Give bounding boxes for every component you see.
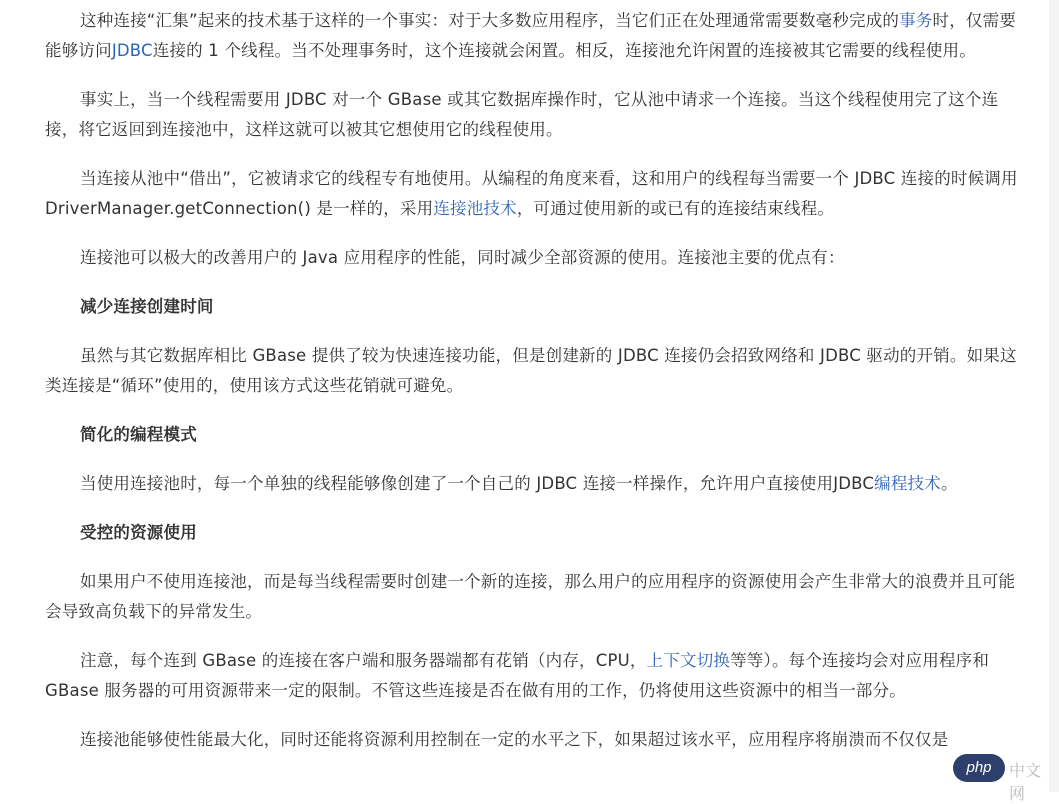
paragraph <box>45 469 1028 499</box>
text-run: 事实上，当一个线程需要用 JDBC 对一个 GBase 或其它数据库操作时，它从池中请求一个连接。当这个线程使用完了这个连接，将它返回到连接池中，这样这就可以被其它想使用它的线程使用。 <box>45 90 999 139</box>
section-heading <box>45 518 1028 548</box>
text-run: 当连接从池中“借出”，它被请求它的线程专有地使用。从编程的角度来看，这和用户的线程每当需要一个 JDBC 连接的时候调用DriverManager.getConnection() 是一样的，采用 <box>45 169 1018 218</box>
text-run: 当使用连接池时，每一个单独的线程能够像创建了一个自己的 JDBC 连接一样操作，允许用户直接使用JDBC <box>80 474 875 493</box>
article-body <box>45 0 1028 774</box>
inline-link[interactable]: JDBC <box>111 41 153 60</box>
paragraph <box>45 164 1028 224</box>
paragraph <box>45 243 1028 273</box>
paragraph <box>45 646 1028 706</box>
inline-link[interactable]: 连接池技术 <box>433 199 517 218</box>
paragraph <box>45 567 1028 627</box>
text-run: 简化的编程模式 <box>80 425 197 444</box>
paragraph <box>45 725 1028 755</box>
text-run: 等等）。每个连接均会对应用程序和 GBase 服务器的可用资源带来一定的限制。不管这些连接是否在做有用的工作，仍将使用这些资源中的相当一部分。 <box>45 651 990 700</box>
text-run: 这种连接“汇集”起来的技术基于这样的一个事实：对于大多数应用程序，当它们正在处理通常需要数毫秒完成的 <box>80 11 900 30</box>
inline-link[interactable]: 编程技术 <box>874 474 941 493</box>
section-heading <box>45 420 1028 450</box>
text-run: 时，仅需要能够访问 <box>45 11 1017 60</box>
inline-link[interactable]: 事务 <box>899 11 933 30</box>
inline-link[interactable]: 上下文切换 <box>646 651 731 670</box>
text-run: 连接的 1 个线程。当不处理事务时，这个连接就会闲置。相反，连接池允许闲置的连接被其它需要的线程使用。 <box>152 41 976 60</box>
php-watermark <box>953 754 1053 803</box>
vertical-scrollbar[interactable] <box>1049 0 1059 792</box>
text-run: 连接池能够使性能最大化，同时还能将资源利用控制在一定的水平之下，如果超过该水平，应用程序将崩溃而不仅仅是 <box>80 730 949 749</box>
php-logo-badge: php <box>953 754 1005 782</box>
text-run: 如果用户不使用连接池，而是每当线程需要时创建一个新的连接，那么用户的应用程序的资源使用会产生非常大的浪费并且可能会导致高负载下的异常发生。 <box>45 572 1016 621</box>
text-run: 注意，每个连到 GBase 的连接在客户端和服务器端都有花销（内存，CPU， <box>80 651 647 670</box>
text-run: 虽然与其它数据库相比 GBase 提供了较为快速连接功能，但是创建新的 JDBC 连接仍会招致网络和 JDBC 驱动的开销。如果这类连接是“循环”使用的，使用该方式这些花销就可避免。 <box>45 346 1017 395</box>
text-run: 连接池可以极大的改善用户的 Java 应用程序的性能，同时减少全部资源的使用。连接池主要的优点有： <box>80 248 845 267</box>
text-run: 受控的资源使用 <box>80 523 197 542</box>
text-run: 。 <box>940 474 958 493</box>
paragraph <box>45 6 1028 66</box>
paragraph <box>45 85 1028 145</box>
text-run: ，可通过使用新的或已有的连接结束线程。 <box>516 199 835 218</box>
paragraph <box>45 341 1028 401</box>
watermark-text: 中文网 <box>1009 763 1042 803</box>
text-run: 减少连接创建时间 <box>80 297 214 316</box>
section-heading <box>45 292 1028 322</box>
